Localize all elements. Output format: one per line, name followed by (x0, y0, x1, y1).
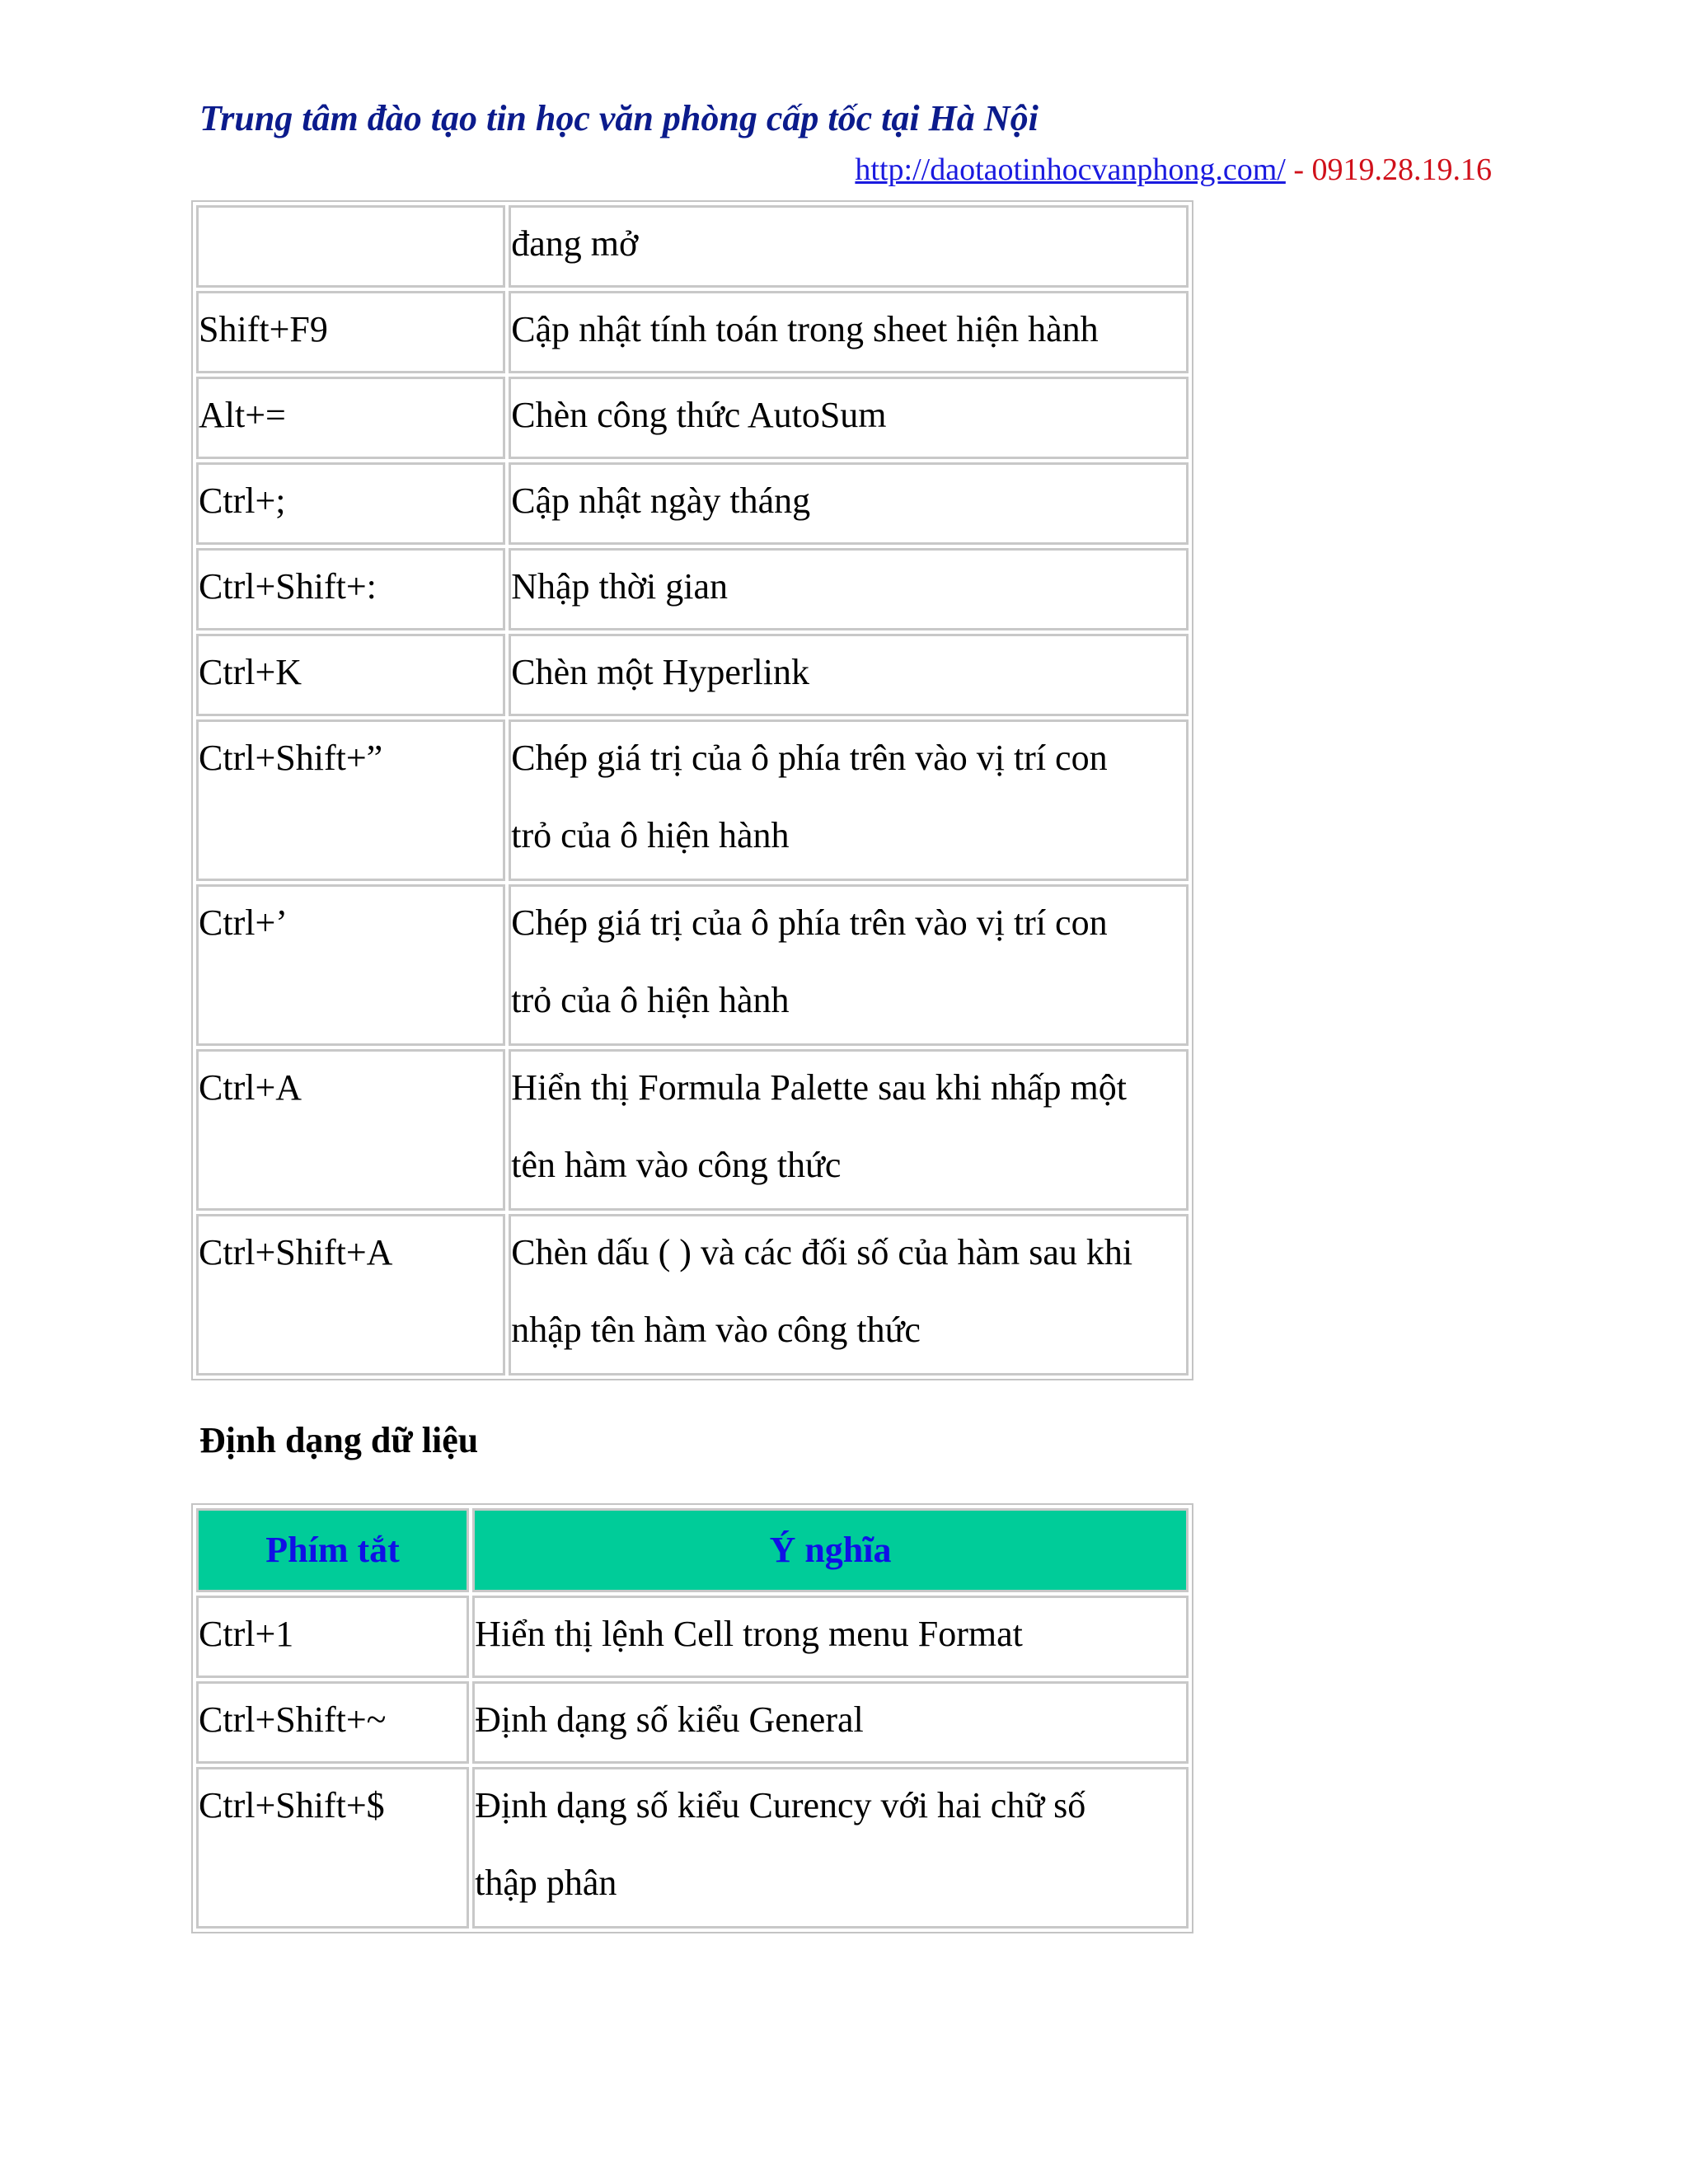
shortcut-key-cell (196, 634, 505, 716)
shortcut-description-line: trỏ của ô hiện hành (511, 980, 790, 1020)
shortcut-description-line: Chèn một Hyperlink (511, 652, 809, 692)
table-row (196, 719, 1189, 881)
table-row (196, 1049, 1189, 1211)
shortcut-description-cell (509, 1049, 1189, 1211)
header-contact (855, 152, 1492, 188)
shortcut-key: Ctrl+K (199, 652, 302, 692)
shortcut-description-line: Cập nhật ngày tháng (511, 480, 811, 521)
section-heading: Định dạng dữ liệu (199, 1420, 479, 1460)
table-row (196, 291, 1189, 373)
shortcut-description-line: Nhập thời gian (511, 566, 729, 607)
table-row (196, 462, 1189, 545)
shortcut-key-cell (196, 1767, 469, 1929)
data-format-shortcut-table (191, 1503, 1193, 1933)
shortcut-key: Ctrl+Shift+A (199, 1232, 393, 1272)
shortcut-description-line: Định dạng số kiểu General (475, 1699, 864, 1740)
shortcut-key-cell (196, 1596, 469, 1678)
table-row (196, 634, 1189, 716)
shortcut-key-cell (196, 205, 505, 288)
shortcut-description-line: Cập nhật tính toán trong sheet hiện hành (511, 309, 1099, 349)
shortcut-key-cell (196, 1681, 469, 1764)
table-row (196, 1214, 1189, 1376)
shortcut-description-line: Chèn dấu ( ) và các đối số của hàm sau khi (511, 1232, 1133, 1272)
column-header-meaning: Ý nghĩa (472, 1508, 1189, 1592)
shortcut-key-cell (196, 291, 505, 373)
column-header-shortcut: Phím tắt (196, 1508, 469, 1592)
shortcut-description-cell (472, 1681, 1189, 1764)
shortcut-key: Alt+= (199, 395, 286, 435)
shortcut-description-line: Chép giá trị của ô phía trên vào vị trí con (511, 902, 1108, 943)
table-header-row (196, 1508, 1189, 1592)
shortcut-description-cell (472, 1596, 1189, 1678)
shortcut-key: Ctrl+Shift+: (199, 566, 377, 607)
table-row (196, 377, 1189, 459)
shortcut-description-cell (509, 884, 1189, 1046)
website-link[interactable]: http://daotaotinhocvanphong.com/ (855, 152, 1286, 187)
shortcut-description-cell (509, 1214, 1189, 1376)
shortcut-description-line: Hiển thị Formula Palette sau khi nhấp một (511, 1067, 1127, 1108)
shortcut-description-line: tên hàm vào công thức (511, 1145, 842, 1185)
shortcut-key: Ctrl+; (199, 480, 286, 521)
shortcut-description-line: Chèn công thức AutoSum (511, 395, 887, 435)
shortcut-description-cell (509, 462, 1189, 545)
shortcut-key-cell (196, 1049, 505, 1211)
shortcut-description-line: Hiển thị lệnh Cell trong menu Format (475, 1614, 1023, 1654)
shortcut-key: Ctrl+Shift+~ (199, 1699, 387, 1740)
shortcut-description-cell (509, 377, 1189, 459)
shortcut-key: Ctrl+1 (199, 1614, 294, 1654)
shortcut-description-line: Chép giá trị của ô phía trên vào vị trí con (511, 738, 1108, 778)
shortcut-description-line: trỏ của ô hiện hành (511, 815, 790, 855)
table-row (196, 1681, 1189, 1764)
shortcut-key: Ctrl+Shift+” (199, 738, 383, 778)
shortcut-description-line: Định dạng số kiểu Curency với hai chữ số (475, 1785, 1086, 1825)
shortcut-key: Ctrl+’ (199, 902, 288, 943)
shortcut-description-cell (509, 205, 1189, 288)
table-row (196, 1767, 1189, 1929)
shortcut-description-line: thập phân (475, 1863, 617, 1903)
table-row (196, 884, 1189, 1046)
shortcut-key-cell (196, 719, 505, 881)
phone-number: 0919.28.19.16 (1311, 152, 1492, 187)
table-row (196, 548, 1189, 630)
table-row (196, 205, 1189, 288)
shortcut-description-line: đang mở (511, 223, 639, 264)
page-header-title: Trung tâm đào tạo tin học văn phòng cấp tốc tại Hà Nội (199, 98, 1039, 138)
shortcut-key-cell (196, 548, 505, 630)
header-separator: - (1285, 152, 1312, 187)
shortcut-key-cell (196, 377, 505, 459)
shortcut-key: Shift+F9 (199, 309, 328, 349)
shortcut-description-line: nhập tên hàm vào công thức (511, 1310, 921, 1350)
shortcut-description-cell (509, 291, 1189, 373)
shortcut-key-cell (196, 462, 505, 545)
shortcut-key: Ctrl+A (199, 1067, 302, 1108)
shortcut-description-cell (509, 634, 1189, 716)
shortcut-description-cell (509, 548, 1189, 630)
shortcut-description-cell (509, 719, 1189, 881)
shortcut-key-cell (196, 884, 505, 1046)
table-row (196, 1596, 1189, 1678)
shortcut-table-continued (191, 200, 1193, 1380)
shortcut-key: Ctrl+Shift+$ (199, 1785, 385, 1825)
shortcut-key-cell (196, 1214, 505, 1376)
shortcut-description-cell (472, 1767, 1189, 1929)
